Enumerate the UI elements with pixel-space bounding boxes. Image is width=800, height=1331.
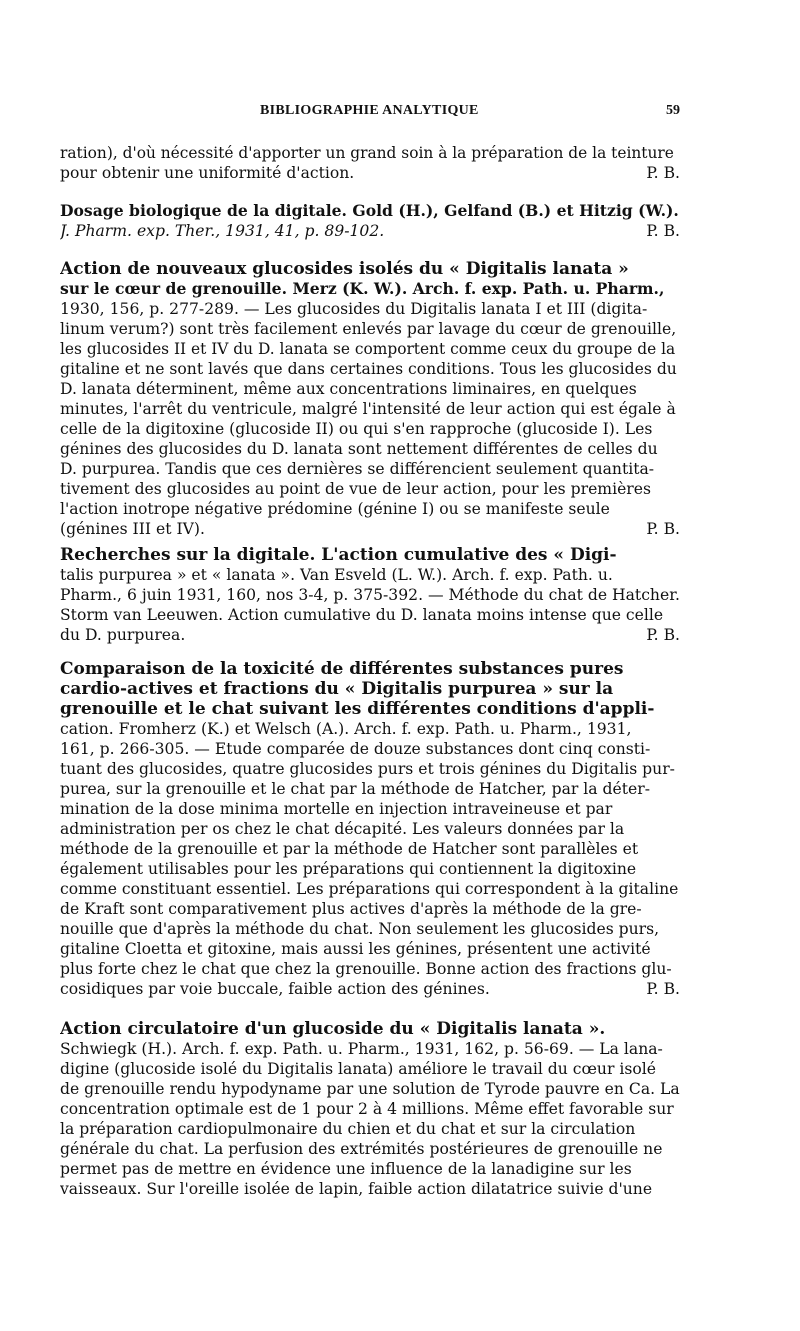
entry-heading-line: grenouille et le chat suivant les différentes conditions d'appli- [60, 699, 655, 719]
text-line: cation. Fromherz (K.) et Welsch (A.). Arch. f. exp. Path. u. Pharm., 1931, [60, 720, 632, 738]
text-line: linum verum?) sont très facilement enlevés par lavage du cœur de grenouille, [60, 320, 677, 338]
text-line: vaisseaux. Sur l'oreille isolée de lapin, faible action dilatatrice suivie d'une [60, 1180, 653, 1198]
text-line: 1930, 156, p. 277-289. — Les glucosides du Digitalis lanata I et III (digita- [60, 300, 648, 318]
text-line: Pharm., 6 juin 1931, 160, nos 3-4, p. 375-392. — Méthode du chat de Hatcher. [60, 586, 680, 604]
entry-heading-line: sur le cœur de grenouille. Merz (K. W.). Arch. f. exp. Path. u. Pharm., [60, 279, 665, 298]
text-line: de grenouille rendu hypodyname par une solution de Tyrode pauvre en Ca. La [60, 1080, 680, 1098]
text-line: minutes, l'arrêt du ventricule, malgré l'intensité de leur action qui est égale à [60, 400, 676, 418]
text-line: pour obtenir une uniformité d'action. P. B. [60, 164, 680, 182]
signature: P. B. [646, 164, 680, 182]
entry-heading-line: Action circulatoire d'un glucoside du « Digitalis lanata ». [60, 1019, 606, 1039]
text-line: permet pas de mettre en évidence une influence de la lanadigine sur les [60, 1160, 632, 1178]
running-title: BIBLIOGRAPHIE ANALYTIQUE [260, 103, 479, 118]
text-line: génines des glucosides du D. lanata sont nettement différentes de celles du [60, 440, 658, 458]
entry-heading-line: Action de nouveaux glucosides isolés du « Digitalis lanata » [60, 259, 629, 279]
text-line: également utilisables pour les préparations qui contiennent la digitoxine [60, 860, 637, 878]
signature: P. B. [646, 980, 680, 998]
signature: P. B. [646, 520, 680, 538]
text-line: celle de la digitoxine (glucoside II) ou qui s'en rapproche (glucoside I). Les [60, 420, 653, 438]
text-line: 161, p. 266-305. — Etude comparée de douze substances dont cinq consti- [60, 740, 651, 758]
signature: P. B. [646, 626, 680, 644]
text-line: digine (glucoside isolé du Digitalis lanata) améliore le travail du cœur isolé [60, 1060, 656, 1078]
text-line: gitaline Cloetta et gitoxine, mais aussi les génines, présentent une activité [60, 940, 651, 958]
text-line: D. purpurea. Tandis que ces dernières se différencient seulement quantita- [60, 460, 655, 478]
text-line: de Kraft sont comparativement plus actives d'après la méthode de la gre- [60, 900, 642, 918]
text-line: ration), d'où nécessité d'apporter un grand soin à la préparation de la teinture [60, 144, 674, 162]
text-line: générale du chat. La perfusion des extrémités postérieures de grenouille ne [60, 1140, 663, 1158]
text-line: purea, sur la grenouille et le chat par la méthode de Hatcher, par la déter- [60, 780, 650, 798]
text-line: Storm van Leeuwen. Action cumulative du D. lanata moins intense que celle [60, 606, 664, 624]
text-line: Schwiegk (H.). Arch. f. exp. Path. u. Pharm., 1931, 162, p. 56-69. — La lana- [60, 1040, 663, 1058]
text-line: plus forte chez le chat que chez la grenouille. Bonne action des fractions glu- [60, 960, 672, 978]
text-line: les glucosides II et IV du D. lanata se comportent comme ceux du groupe de la [60, 340, 676, 358]
text-line: méthode de la grenouille et par la méthode de Hatcher sont parallèles et [60, 840, 639, 858]
text-line: talis purpurea » et « lanata ». Van Esveld (L. W.). Arch. f. exp. Path. u. [60, 566, 613, 584]
entry-heading-line: Comparaison de la toxicité de différentes substances pures [60, 659, 624, 679]
text-line: (génines III et IV). P. B. [60, 520, 680, 538]
running-header [60, 103, 680, 123]
text-line: tuant des glucosides, quatre glucosides purs et trois génines du Digitalis pur- [60, 760, 675, 778]
text-line: tivement des glucosides au point de vue de leur action, pour les premières [60, 480, 651, 498]
signature: P. B. [646, 222, 680, 240]
entry-heading-line: Dosage biologique de la digitale. Gold (H.), Gelfand (B.) et Hitzig (W.). [60, 201, 679, 220]
text-line: J. Pharm. exp. Ther., 1931, 41, p. 89-102. P. B. [60, 222, 680, 240]
text-line: du D. purpurea. P. B. [60, 626, 680, 644]
entry-heading-line: Recherches sur la digitale. L'action cumulative des « Digi- [60, 545, 617, 565]
text-line: nouille que d'après la méthode du chat. Non seulement les glucosides purs, [60, 920, 660, 938]
text-line: mination de la dose minima mortelle en injection intraveineuse et par [60, 800, 613, 818]
text-line: concentration optimale est de 1 pour 2 à 4 millions. Même effet favorable sur [60, 1100, 674, 1118]
text-line: la préparation cardiopulmonaire du chien et du chat et sur la circulation [60, 1120, 636, 1138]
text-line: l'action inotrope négative prédomine (génine I) ou se manifeste seule [60, 500, 610, 518]
text-line: cosidiques par voie buccale, faible action des génines. P. B. [60, 980, 680, 998]
text-line: D. lanata déterminent, même aux concentrations liminaires, en quelques [60, 380, 637, 398]
text-line: administration per os chez le chat décapité. Les valeurs données par la [60, 820, 625, 838]
page-number: 59 [666, 103, 680, 118]
text-line: comme constituant essentiel. Les préparations qui correspondent à la gitaline [60, 880, 679, 898]
entry-heading-line: cardio-actives et fractions du « Digitalis purpurea » sur la [60, 679, 614, 699]
text-line: gitaline et ne sont lavés que dans certaines conditions. Tous les glucosides du [60, 360, 677, 378]
